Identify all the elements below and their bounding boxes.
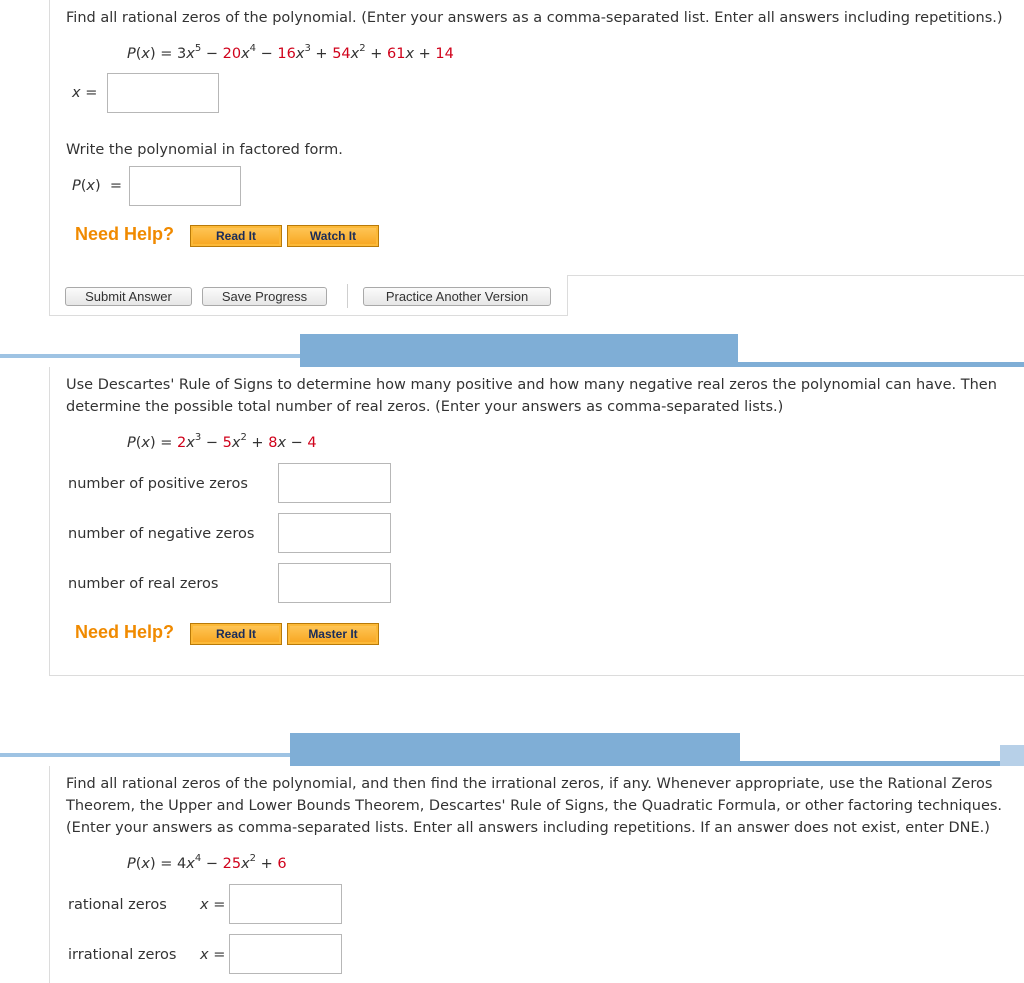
q3-band-left [0,733,290,766]
q3-instruction-line1: Find all rational zeros of the polynomial, and then find the irrational zeros, if any. Whenever appropriate, use the Rational Zeros [66,776,993,792]
q1-x-label: x = [72,85,98,101]
q3-header-band [290,733,740,766]
q3-irrational-x-label: x = [200,947,226,963]
q2-band-left [0,334,300,367]
q2-instruction-line2: determine the possible total number of real zeros. (Enter your answers as comma-separated lists.) [66,399,784,415]
q1-read-it-button[interactable]: Read It [190,225,282,247]
q1-bottom-border-right [567,275,568,316]
q3-rational-input[interactable] [229,884,342,924]
q2-real-input[interactable] [278,563,391,603]
submit-answer-button[interactable]: Submit Answer [65,287,192,306]
q2-real-label: number of real zeros [68,576,219,592]
q1-watch-it-button[interactable]: Watch It [287,225,379,247]
q1-instruction: Find all rational zeros of the polynomial. (Enter your answers as a comma-separated list. Enter all answers including repetitions.) [66,10,1003,26]
q1-need-help: Need Help? [75,224,175,244]
q3-irrational-input[interactable] [229,934,342,974]
q1-polynomial: $P(x) = 3x^5 - 20x^4 - 16x^3 + 54x^2 + 61x + 14$ [127,43,454,62]
q3-rational-label: rational zeros [68,897,167,913]
q2-polynomial: $P(x) = 2x^3 - 5x^2 + 8x - 4$ [127,432,317,451]
button-divider [347,284,348,308]
q3-polynomial: $P(x) = 4x^4 - 25x^2 + 6$ [127,853,287,872]
q2-need-help: Need Help? [75,622,175,642]
q3-rational-x-label: x = [200,897,226,913]
q1-factored-input[interactable] [129,166,241,206]
save-progress-button[interactable]: Save Progress [202,287,327,306]
q1-right-notch [567,275,1024,276]
q2-read-it-button[interactable]: Read It [190,623,282,645]
q2-header-band [300,334,738,367]
q3-instruction-line2: Theorem, the Upper and Lower Bounds Theorem, Descartes' Rule of Signs, the Quadratic Formula, or other factoring techniques. [66,798,1003,814]
q2-negative-input[interactable] [278,513,391,553]
q1-bottom-border-left [49,315,568,316]
q2-master-it-button[interactable]: Master It [287,623,379,645]
q2-positive-input[interactable] [278,463,391,503]
q3-instruction-line3: (Enter your answers as comma-separated lists. Enter all answers including repetitions. If an answer does not exist, enter DNE.) [66,820,990,836]
practice-another-version-button[interactable]: Practice Another Version [363,287,551,306]
q3-band-right-tab [1000,745,1024,766]
q2-positive-label: number of positive zeros [68,476,248,492]
q2-instruction-line1: Use Descartes' Rule of Signs to determine how many positive and how many negative real zeros the polynomial can have. Then [66,377,997,393]
q3-irrational-label: irrational zeros [68,947,177,963]
q2-negative-label: number of negative zeros [68,526,255,542]
q1-px-label: P(x) = [72,178,123,194]
q1-rational-zeros-input[interactable] [107,73,219,113]
q1-factored-prompt: Write the polynomial in factored form. [66,142,343,158]
